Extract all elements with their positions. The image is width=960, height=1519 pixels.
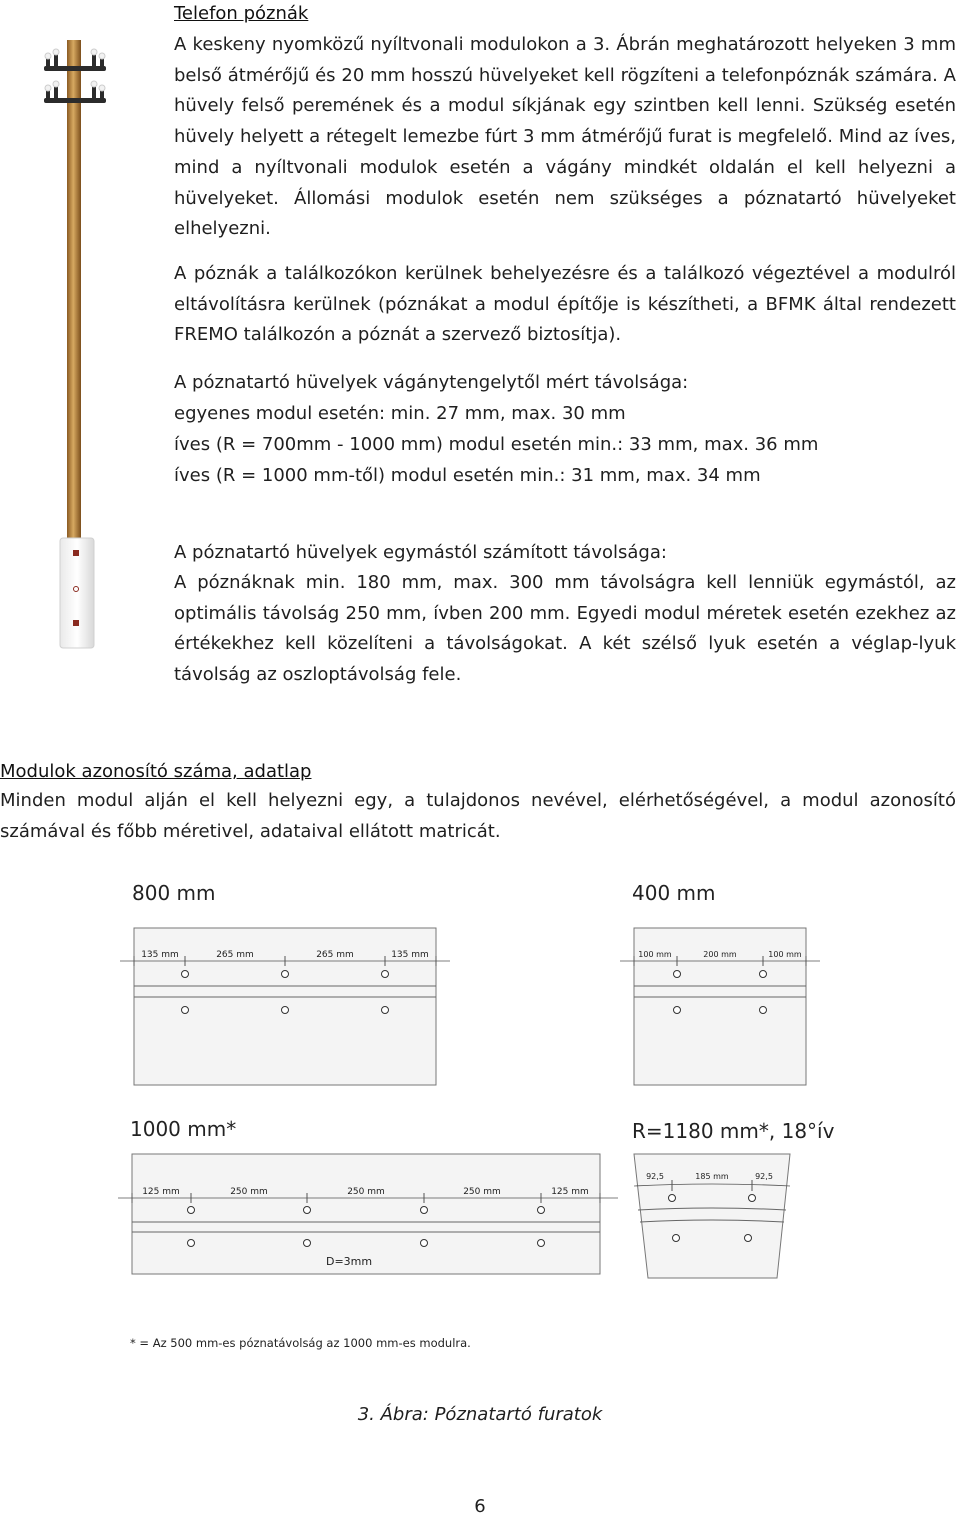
- dimension-label: 92,5: [646, 1172, 664, 1181]
- dimension-label: 265 mm: [216, 950, 254, 960]
- dimension-label: 125 mm: [551, 1187, 589, 1197]
- dimension-label: 250 mm: [230, 1187, 268, 1197]
- dimension-label: 250 mm: [463, 1187, 501, 1197]
- diagram-1000mm: [118, 1110, 618, 1280]
- diagram-title: 1000 mm*: [130, 1117, 237, 1141]
- dimension-label: 135 mm: [391, 950, 429, 960]
- distance-title: A póznatartó hüvelyek vágánytengelytől mért távolsága:: [174, 372, 689, 393]
- distance-line: íves (R = 1000 mm-től) modul esetén min.: 31 mm, max. 34 mm: [174, 465, 761, 486]
- dimension-label: 125 mm: [142, 1187, 180, 1197]
- distance-line: egyenes modul esetén: min. 27 mm, max. 30 mm: [174, 403, 626, 424]
- dimension-label: 265 mm: [316, 950, 354, 960]
- diameter-label: D=3mm: [326, 1255, 373, 1268]
- section-heading-module-id: Modulok azonosító száma, adatlap: [0, 761, 312, 782]
- paragraph-pole-sleeves: A keskeny nyomközű nyíltvonali modulokon a 3. Ábrán meghatározott helyeken 3 mm belső átmérőjű és 20 mm hosszú hüvelyeket kell rögzíteni a telefonpóznák számára. A hüvely felső peremének és a modul síkjának egy szintben kell lenni. Szükség esetén hüvely helyett a rétegelt lemezbe fúrt 3 mm átmérőjű furat is megfelelő. Mind az íves, mind a nyíltvonali modulok esetén a vágány mindkét oldalán el kell helyezni a hüvelyeket. Állomási modulok esetén nem szükséges a póznatartó hüvelyeket elhelyezni.: [174, 34, 956, 240]
- figure-caption: 3. Ábra: Póznatartó furatok: [357, 1404, 603, 1425]
- diagram-title: 400 mm: [632, 881, 716, 905]
- dimension-label: 135 mm: [141, 950, 179, 960]
- dimension-label: 185 mm: [695, 1172, 729, 1181]
- telephone-pole-illustration: [30, 40, 130, 660]
- pole-base-block: [60, 538, 94, 648]
- pole-shaft: [67, 40, 81, 540]
- paragraph-module-label: Minden modul alján el kell helyezni egy, a tulajdonos nevével, elérhetőségével, a modul azonosító számával és főbb méretivel, adataival ellátott matricát.: [0, 790, 956, 842]
- paragraph-pole-placement: A póznák a találkozókon kerülnek behelyezésre és a találkozó végeztével a modulról eltávolításra kerülnek (póznákat a modul építője is készítheti, a BFMK által rendezett FREMO találkozón a póznát a szervező biztosítja).: [174, 263, 956, 346]
- page-number: 6: [474, 1496, 486, 1517]
- dimension-label: 100 mm: [768, 950, 802, 959]
- dimension-label: 100 mm: [638, 950, 672, 959]
- dimension-label: 250 mm: [347, 1187, 385, 1197]
- figure-footnote: * = Az 500 mm-es póznatávolság az 1000 mm-es modulra.: [130, 1336, 471, 1350]
- diagram-title: 800 mm: [132, 881, 216, 905]
- spacing-title: A póznatartó hüvelyek egymástól számított távolsága:: [174, 542, 667, 563]
- diagram-800mm: [120, 868, 450, 1098]
- diagram-400mm: [620, 868, 820, 1098]
- diagram-title: R=1180 mm*, 18°ív: [632, 1119, 835, 1143]
- paragraph-spacing: A póznáknak min. 180 mm, max. 300 mm távolságra kell lenniük egymástól, az optimális távolság 250 mm, ívben 200 mm. Egyedi modul méretek esetén ezekhez az értékekhez kell közelíteni a távolságokat. A két szélső lyuk esetén a véglap-lyuk távolság az oszloptávolság fele.: [174, 572, 956, 686]
- section-heading-telephone-poles: Telefon póznák: [174, 3, 309, 24]
- distance-line: íves (R = 700mm - 1000 mm) modul esetén min.: 33 mm, max. 36 mm: [174, 434, 819, 455]
- dimension-label: 200 mm: [703, 950, 737, 959]
- dimension-label: 92,5: [755, 1172, 773, 1181]
- diagram-curved-module: [624, 1110, 864, 1280]
